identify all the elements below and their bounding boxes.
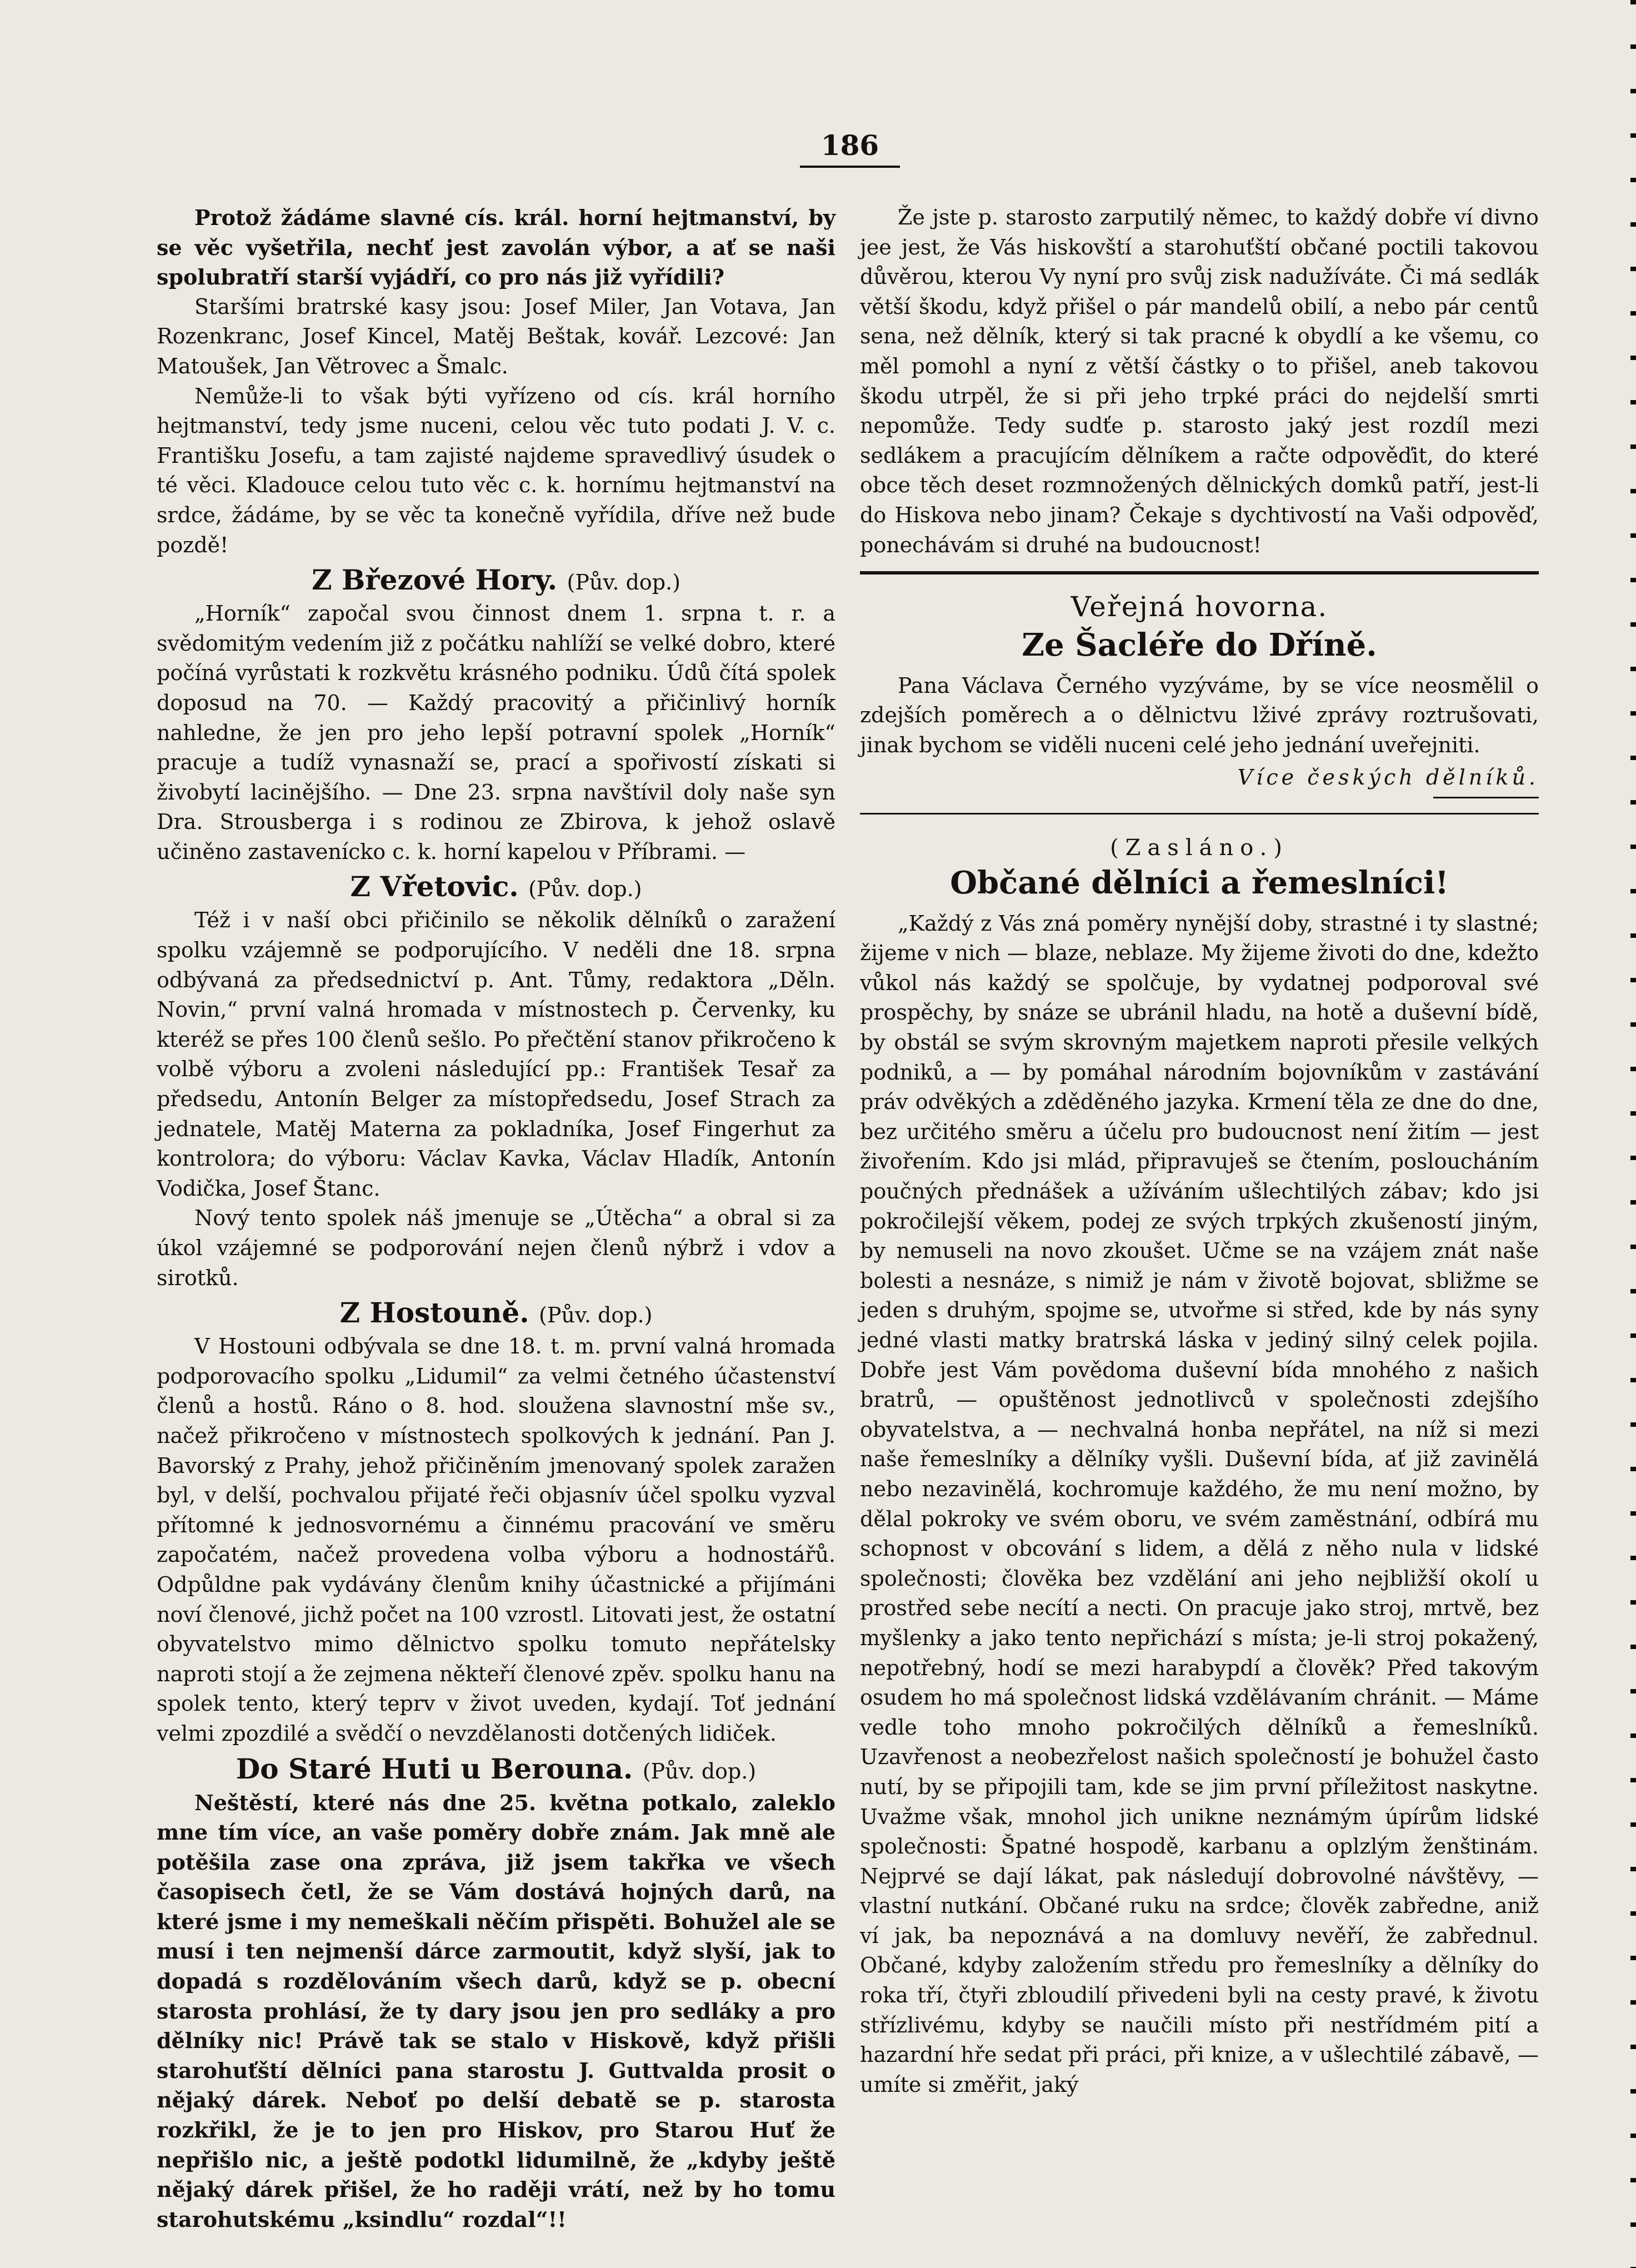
heading-title: Z Březové Hory. (312, 563, 558, 597)
heading-title: Z Vřetovic. (350, 870, 519, 903)
paragraph: Staršími bratrské kasy jsou: Josef Miler, Jan Votava, Jan Rozenkranc, Josef Kincel, Matěj Beštak, kovář. Lezcové: Jan Matoušek, Jan Větrovec a Šmalc. (157, 294, 835, 378)
heading-title: Do Staré Huti u Berouna. (236, 1752, 633, 1785)
section-title: Veřejná hovorna. (1070, 591, 1328, 623)
paragraph: Nový tento spolek náš jmenuje se „Útěcha“ a obral si za úkol vzájemné se podporování nejen členů nýbrž i vdov a sirotků. (157, 1206, 835, 1290)
heading-source: (Pův. dop.) (642, 1759, 757, 1784)
paragraph: „Každý z Vás zná poměry nynější doby, strastné i ty slastné; žijeme v nich — blaze, neblaze. My žijeme životi do dne, kdežto vůkol nás každý se spolčuje, by vydatnej podporoval své prospěchy, by snáze se ubránil hladu, na hotě a duševní bídě, by obstál se svým skrovným majetkem naproti přesile velkých podniků, a — by pomáhal národním bojovníkům v zastávání práv odvěkých a zděděného jazyka. Krmení těla ze dne do dne, bez určitého směru a účelu pro budoucnost není žitím — jest živořením. Kdo jsi mlád, připravuješ se čtením, posloucháním poučných přednášek a užíváním ušlechtilých zábav; kdo jsi pokročilejší věkem, podej ze svých trpkých zkušeností jiným, by nemuseli na novo zkoušet. Učme se na vzájem znát naše bolesti a nesnáze, s nimiž je nám v životě bojovat, sbližme se jeden s druhým, spojme se, utvořme si střed, kde by nás syny jedné vlasti matky bratrská láska v jediný silný celek pojila. Dobře jest Vám povědoma duševní bída mnohého z našich bratrů, — opuštěnost jednotlivců v společnosti zdejšího obyvatelstva, a — nechvalná honba nepřátel, na níž si mezi naše řemeslníky a dělníky vyšli. Duševní bída, ať již zavinělá nebo nezavinělá, kochromuje každého, že mu není možno, by dělal pokroky ve svém oboru, ve svém zaměstnání, odbírá mu schopnost v obcování s lidem, a dělá z něho nula v lidské společnosti; člověka bez vzdělání ani jeho nejbližší okolí u prostřed sebe necítí a necti. On pracuje jako stroj, mrtvě, bez myšlenky a jako tento nepřichází s místa; je-li stroj pokažený, nepotřebný, hodí se mezi harabурdí a člověk? Před takovým osudem ho má společnost lidská vzdělávaním chránit. — Máme vedle toho mnoho pokročilých dělníků a řemeslníků. Uzavřenost a neobezřelost našich společností je bohužel často nutí, by se připojili tam, kde se jim první příležitost naskytne. Uvažme však, mnohol jich unikne neznámým úpírům lidské společnosti: Špatné hospodě, karbanu a oplzlým ženštinám. Nejprvé se dají lákat, pak následují dobrovolné návštěvy, — vlastní nutkání. Občané ruku na srdce; člověk zabředne, aniž ví jak, ba nepoznává a na domluvy nevěří, že zabřednul. Občané, kdyby založením středu pro řemeslníky a dělníky do roka tří, čtyři zbloudilí přivedeni byli na cesty pravé, k životu střízlivému, kdyby se naučili místo při nestřídmém pití a hazardní hře sedat při práci, při knize, a v ušlechtilé zábavě, — umíte si změřit, jaký (860, 911, 1539, 2097)
appeal-title: Občané dělníci a řemeslníci! (950, 864, 1449, 901)
article-title: Ze Šacléře do Dříně. (1022, 626, 1377, 663)
signature: Více českých dělníků. (1237, 765, 1539, 790)
section-heading (157, 563, 835, 599)
paragraph: Nemůže-li to však býti vyřízeno od cís. král horního hejtmanství, tedy jsme nuceni, celou věc tuto podati J. V. c. Františku Josefu, a tam zajisté najdeme spravedlivý úsudek o té věci. Kladouce celou tuto věc c. k. hornímu hejtmanství na srdce, žádáme, by se věc ta konečně vyřídila, dříve než bude pozdě! (157, 383, 835, 557)
section-heading (157, 870, 835, 906)
paragraph: Pana Václava Černého vyzýváme, by se více neosmělil o zdejších poměrech a o dělnictvu lživé zprávy roztrušovati, jinak bychom se viděli nuceni celé jeho jednání uveřejniti. (860, 673, 1539, 757)
heading-source: (Pův. dop.) (539, 1303, 653, 1328)
divider (860, 571, 1539, 575)
heading-source: (Pův. dop.) (528, 877, 642, 902)
divider (860, 813, 1539, 815)
section-heading (157, 1296, 835, 1332)
heading-title: Z Hostouně. (339, 1296, 529, 1330)
zaslano-label: (Zasláno.) (1110, 835, 1289, 861)
paragraph: Protož žádáme slavné cís. král. horní hejtmanství, by se věc vyšetřila, nechť jest zavolán výbor, a ať se naši spolubratří starší vyjádří, co pro nás již vyřídili? (157, 205, 835, 290)
divider (1433, 797, 1539, 798)
paragraph: Že jste p. starosto zarputilý němec, to každý dobře ví divno jee jest, že Vás hiskovští a starohuťští občané poctili takovou důvěrou, kterou Vy nyní pro svůj zisk nadužíváte. Či má sedlák větší škodu, když přišel o pár mandelů obilí, a nebo pár centů sena, než dělník, který si tak pracné k obydlí a ke všemu, co měl pomohl a nyní z větší částky o to přišel, aneb takovou škodu utrpěl, že si při jeho trpké práci do nejdelší smrti nepomůže. Tedy sudťe p. starosto jaký jest rozdíl mezi sedlákem a pracujícím dělníkem a račte odpověďit, do které obce těch deset rozmnožených dělnických domků patří, jest-li do Hiskova nebo jinam? Čekaje s dychtivostí na Vaši odpověď, ponechávám si druhé na budoucnost! (860, 205, 1539, 557)
page-edge-marks (1630, 0, 1636, 2268)
paragraph: Neštěstí, které nás dne 25. května potkalo, zaleklo mne tím více, an vaše poměry dobře znám. Jak mně ale potěšila zase ona zpráva, již jsem takřka ve všech časopisech četl, že se Vám dostává hojných darů, na které jsme i my nemeškali něčím přispěti. Bohužel ale se musí i ten nejmenší dárce zarmoutit, když slyší, jak to dopadá s rozdělováním všech darů, když se p. obecní starosta prohlásí, že ty dary jsou jen pro sedláky a pro dělníky nic! Právě tak se stalo v Hiskově, když přišli starohuťští dělníci pana starostu J. Guttvalda prosit o nějaký dárek. Neboť po delší debatě se p. starosta rozkřikl, že je to jen pro Hiskov, pro Starou Huť že nepřišlo nic, a ještě podotkl lidumilně, že „kdyby ještě nějaký dárek přišel, že ho raději vrátí, než by ho tomu starohutskému „ksindlu“ rozdal“!! (157, 1790, 835, 2232)
paragraph: „Horník“ započal svou činnost dnem 1. srpna t. r. a svědomitým vedením již z počátku nahlíží se velké dobro, které počíná vyrůstati k rozkvětu krásného podniku. Údů čítá spolek doposud na 70. — Každý pracovitý a přičinlivý horník nahledne, že jen pro jeho lepší potravní spolek „Horník“ pracuje a tudíž vynasnaží se, prací a spořivostí získati si živobytí lacinějšího. — Dne 23. srpna navštívil doly naše syn Dra. Strousberga i s rodinou ze Zbirova, k jehož oslavě učiněno zastavenícko c. k. horní kapelou v Příbrami. — (157, 601, 835, 864)
section-heading (157, 1752, 835, 1788)
heading-source: (Pův. dop.) (567, 570, 681, 595)
paragraph: Též i v naší obci přičinilo se několik dělníků o zaražení spolku vzájemně se podporujícího. V neděli dne 18. srpna odbývaná za předsednictví p. Ant. Tůmy, redaktora „Děln. Novin,“ první valná hromada v místnostech p. Červenky, ku kteréž se přes 100 členů sešlo. Po přečtění stanov přikročeno k volbě výboru a zvoleni následující pp.: František Tesař za předsedu, Antonín Belger za místopředsedu, Josef Strach za jednatele, Matěj Materna za pokladníka, Josef Fingerhut za kontrolora; do výboru: Václav Kavka, Václav Hladík, Antonín Vodička, Josef Štanc. (157, 908, 835, 1201)
left-column (157, 203, 835, 2234)
paragraph: V Hostouni odbývala se dne 18. t. m. první valná hromada podporovacího spolku „Lidumil“ za velmi četného účastenství členů a hostů. Ráno o 8. hod. sloužena slavnostní mše sv., načež přikročeno v místnostech spolkových k jednání. Pan J. Bavorský z Prahy, jehož přičiněním jmenovaný spolek zaražen byl, v delší, pochvalou přijaté řeči objasnív účel spolku vyzval přítomné k jednosvornému a činnému pracování ve směru započatém, načež provedena volba výboru a hodnostářů. Odpůldne pak vydávány členům knihy účastnické a přijímáni noví členové, jichž počet na 100 vzrostl. Litovati jest, že ostatní obyvatelstvo mimo dělnictvo spolku tomuto nepřátelsky naproti stojí a že zejmena někteří členové zpěv. spolku hanu na spolek tento, který teprv v život uveden, kydají. Toť jednání velmi zpozdilé a svědčí o nevzdělanosti dotčených lidiček. (157, 1334, 835, 1746)
right-column (860, 203, 1539, 2100)
page-number: 186 (800, 129, 900, 168)
